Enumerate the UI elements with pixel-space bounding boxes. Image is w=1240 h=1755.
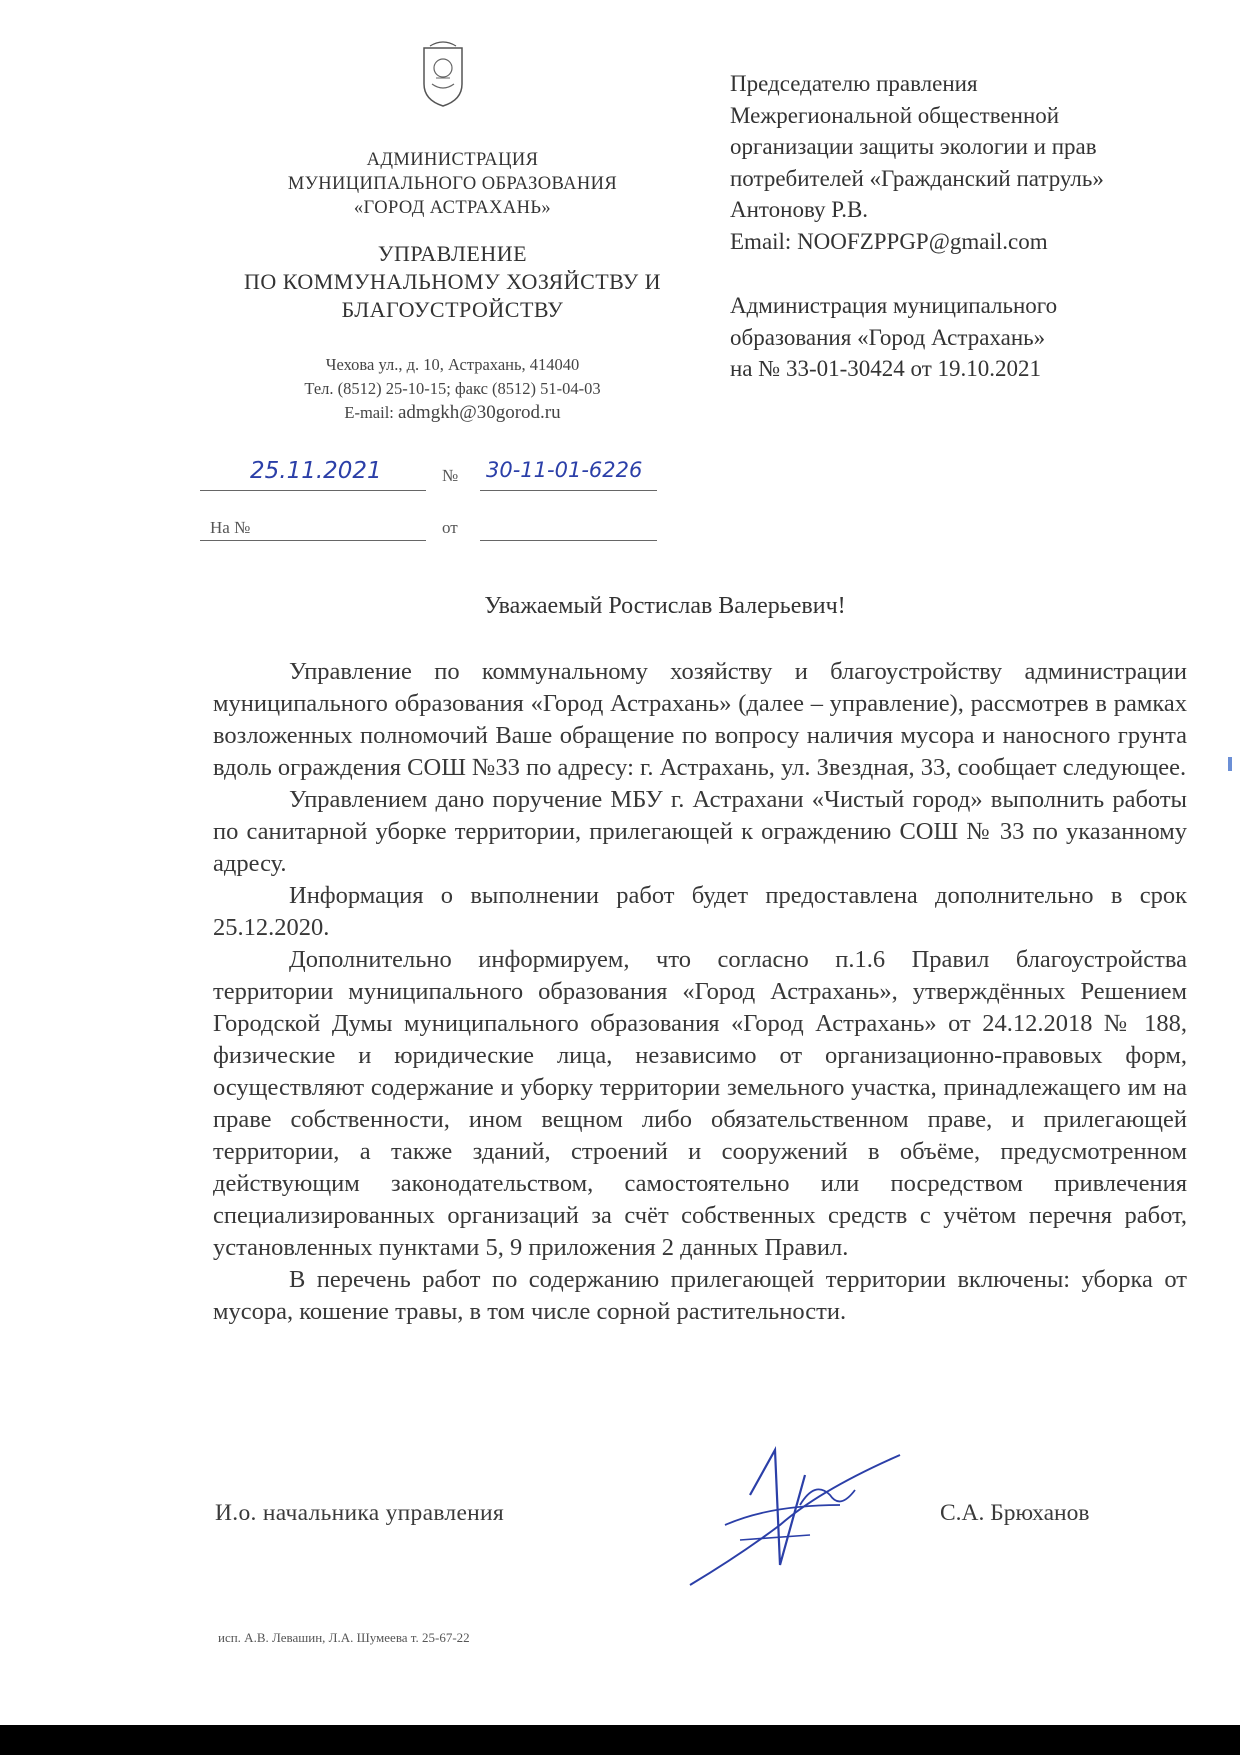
sender-email <box>180 401 725 425</box>
sender-phone: Тел. (8512) 25-10-15; факс (8512) 51-04-03 <box>304 379 601 398</box>
greeting: Уважаемый Ростислав Валерьевич! <box>484 593 846 619</box>
email-label: E-mail: <box>344 403 398 422</box>
admin-line: МУНИЦИПАЛЬНОГО ОБРАЗОВАНИЯ <box>287 174 618 194</box>
reply-to-field <box>200 516 426 541</box>
signatory-position: И.о. начальника управления <box>215 1500 505 1526</box>
signatory-name: С.А. Брюханов <box>940 1500 1090 1526</box>
reference-block <box>730 290 1057 385</box>
reg-date: 25.11.2021 <box>250 458 382 484</box>
handwritten-signature <box>680 1435 910 1595</box>
body-paragraph: Дополнительно информируем, что согласно п.1.6 Правил благоустройства территории муниципального образования «Город Астрахань», утверждённых Решением Городской Думы муниципального образования «Город Астрахань» от 24.12.2018 № 188, физические и юридические лица, независимо от организационно-правовых форм, осуществляют содержание и уборку территории земельного участка, принадлежащего им на праве собственности, ином вещном либо обязательственном праве, и прилегающей территории, а также зданий, строений и сооружений в объёме, предусмотренном действующим законодательством, самостоятельно или посредством привлечения специализированных организаций за счёт собственных средств с учётом перечня работ, установленных пунктами 5, 9 приложения 2 данных Правил. <box>213 946 1187 1261</box>
admin-line: «ГОРОД АСТРАХАНЬ» <box>353 198 552 218</box>
recipient-line: Межрегиональной общественной <box>730 102 1060 128</box>
department-line: БЛАГОУСТРОЙСТВУ <box>341 297 564 322</box>
reg-number: 30-11-01-6226 <box>486 458 643 482</box>
sender-department <box>180 240 725 324</box>
reference-line: Администрация муниципального <box>730 293 1058 318</box>
executor-note: исп. А.В. Левашин, Л.А. Шумеева т. 25-67-22 <box>218 1630 470 1645</box>
reply-from-field <box>480 516 657 541</box>
recipient-block <box>730 68 1104 257</box>
department-line: ПО КОММУНАЛЬНОМУ ХОЗЯЙСТВУ И <box>243 269 662 294</box>
reference-line: на № 33-01-30424 от 19.10.2021 <box>730 356 1042 381</box>
reg-date-field <box>200 458 426 491</box>
body-paragraph: Управлением дано поручение МБУ г. Астрахани «Чистый город» выполнить работы по санитарной уборке территории, прилегающей к ограждению СОШ № 33 по указанному адресу. <box>213 786 1187 877</box>
department-line: УПРАВЛЕНИЕ <box>377 241 528 266</box>
scan-bottom-edge <box>0 1725 1240 1755</box>
sender-administration <box>180 148 725 220</box>
letter-body <box>213 656 1187 1328</box>
recipient-line: Председателю правления <box>730 71 978 96</box>
recipient-line: организации защиты экологии и прав <box>730 134 1097 159</box>
recipient-email: Email: NOOFZPPGP@gmail.com <box>730 228 1048 254</box>
recipient-line: потребителей «Гражданский патруль» <box>730 165 1104 191</box>
reference-line: образования «Город Астрахань» <box>730 324 1046 350</box>
body-paragraph: Управление по коммунальному хозяйству и благоустройству администрации муниципального образования «Город Астрахань» (далее – управление), рассмотрев в рамках возложенных полномочий Ваше обращение по вопросу наличия мусора и наносного грунта вдоль ограждения СОШ №33 по адресу: г. Астрахань, ул. Звездная, 33, сообщает следующее. <box>213 658 1187 781</box>
reply-to-label: На № <box>210 518 251 537</box>
reg-number-label: № <box>442 466 459 485</box>
email-value: admgkh@30gorod.ru <box>397 402 561 423</box>
reg-number-field <box>480 458 657 491</box>
body-paragraph: Информация о выполнении работ будет предоставлена дополнительно в срок 25.12.2020. <box>213 882 1187 941</box>
reply-from-label: от <box>442 518 458 537</box>
sender-address: Чехова ул., д. 10, Астрахань, 414040 <box>325 355 580 374</box>
body-paragraph: В перечень работ по содержанию прилегающей территории включены: уборка от мусора, кошение травы, в том числе сорной растительности. <box>213 1266 1187 1325</box>
recipient-line: Антонову Р.В. <box>730 197 869 222</box>
sender-contacts <box>180 353 725 425</box>
city-crest-icon <box>418 40 468 110</box>
admin-line: АДМИНИСТРАЦИЯ <box>366 150 539 170</box>
scan-mark <box>1228 757 1232 771</box>
